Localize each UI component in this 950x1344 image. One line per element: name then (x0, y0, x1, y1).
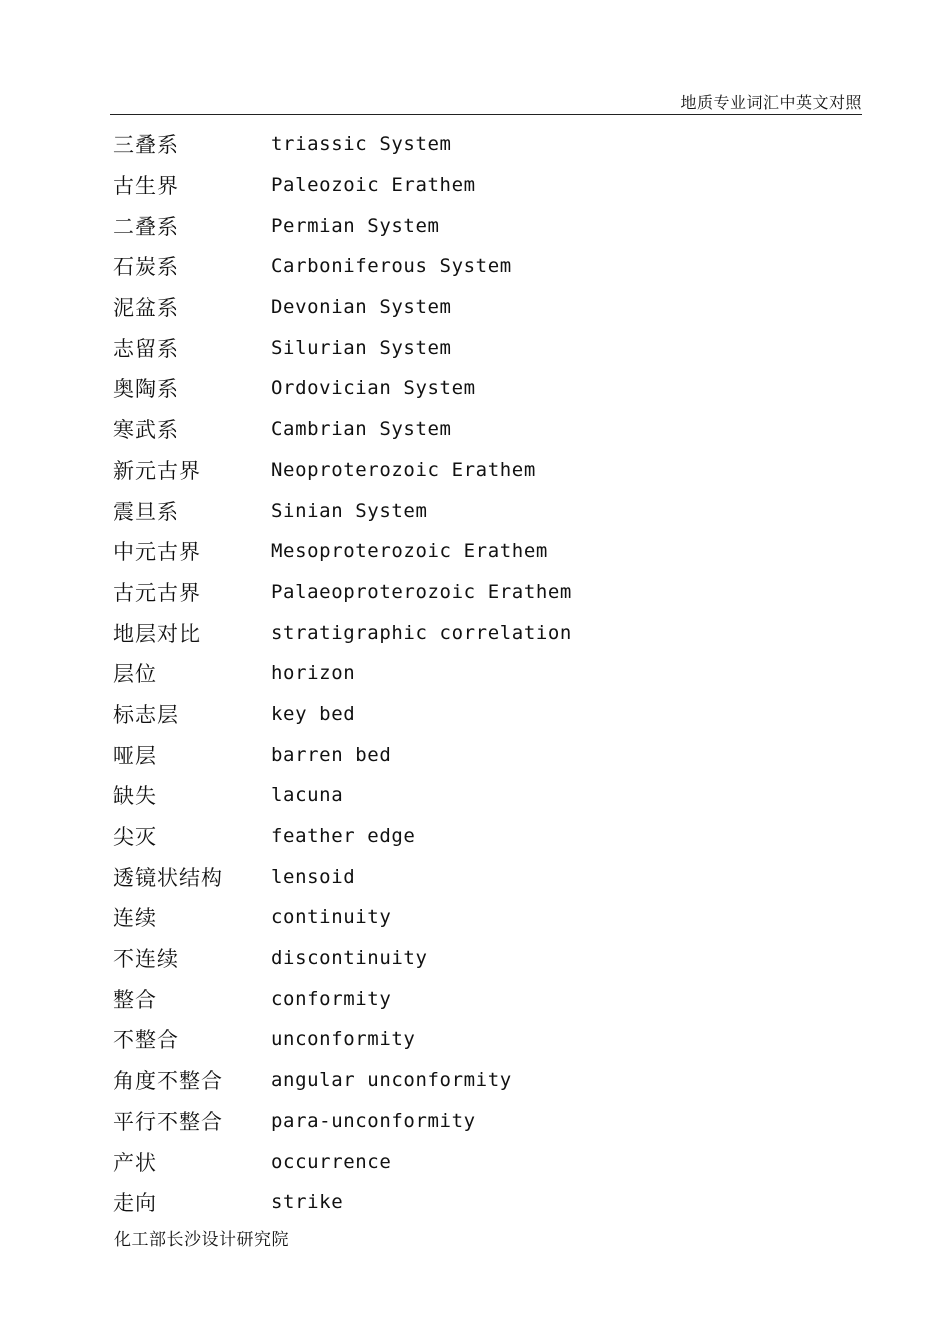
term-chinese: 产状 (113, 1150, 157, 1175)
term-english: Neoproterozoic Erathem (271, 458, 536, 481)
term-english: angular unconformity (271, 1069, 512, 1092)
term-chinese: 古生界 (113, 174, 179, 199)
glossary-row (113, 775, 853, 816)
term-chinese: 整合 (113, 987, 157, 1012)
glossary-row (113, 1141, 853, 1182)
term-chinese: 奥陶系 (113, 377, 179, 402)
term-chinese: 平行不整合 (113, 1109, 223, 1134)
term-chinese: 缺失 (113, 784, 157, 809)
term-english: conformity (271, 987, 392, 1010)
term-chinese: 走向 (113, 1191, 157, 1216)
glossary-row (113, 409, 853, 450)
term-english: unconformity (271, 1028, 416, 1051)
glossary-row (113, 327, 853, 368)
term-english: Silurian System (271, 336, 452, 359)
glossary-row (113, 165, 853, 206)
glossary-row (113, 816, 853, 857)
glossary-row (113, 490, 853, 531)
term-english: discontinuity (271, 947, 428, 970)
header-title: 地质专业词汇中英文对照 (680, 93, 862, 112)
term-chinese: 角度不整合 (113, 1069, 223, 1094)
term-chinese: 志留系 (113, 336, 179, 361)
glossary-list (113, 124, 853, 1223)
glossary-row (113, 612, 853, 653)
term-english: occurrence (271, 1150, 392, 1173)
term-english: Sinian System (271, 499, 428, 522)
term-english: barren bed (271, 743, 392, 766)
glossary-row (113, 368, 853, 409)
term-chinese: 石炭系 (113, 255, 179, 280)
term-chinese: 哑层 (113, 743, 157, 768)
term-english: Devonian System (271, 296, 452, 319)
glossary-row (113, 531, 853, 572)
term-english: strike (271, 1191, 344, 1214)
glossary-row (113, 653, 853, 694)
glossary-row (113, 205, 853, 246)
page-header (110, 88, 862, 115)
term-english: triassic System (271, 133, 452, 156)
glossary-row (113, 1101, 853, 1142)
glossary-row (113, 246, 853, 287)
term-english: feather edge (271, 825, 416, 848)
term-english: Ordovician System (271, 377, 476, 400)
term-english: Palaeoproterozoic Erathem (271, 580, 572, 603)
term-english: stratigraphic correlation (271, 621, 572, 644)
term-chinese: 层位 (113, 662, 157, 687)
term-chinese: 尖灭 (113, 825, 157, 850)
term-chinese: 不连续 (113, 947, 179, 972)
term-english: lensoid (271, 865, 356, 888)
glossary-row (113, 856, 853, 897)
term-chinese: 震旦系 (113, 499, 179, 524)
term-chinese: 连续 (113, 906, 157, 931)
term-english: lacuna (271, 784, 344, 807)
glossary-row (113, 1019, 853, 1060)
glossary-row (113, 694, 853, 735)
term-chinese: 寒武系 (113, 418, 179, 443)
term-english: Cambrian System (271, 418, 452, 441)
term-chinese: 透镜状结构 (113, 865, 223, 890)
term-chinese: 不整合 (113, 1028, 179, 1053)
term-chinese: 泥盆系 (113, 296, 179, 321)
term-chinese: 二叠系 (113, 214, 179, 239)
term-chinese: 古元古界 (113, 580, 201, 605)
glossary-row (113, 978, 853, 1019)
term-chinese: 地层对比 (113, 621, 201, 646)
glossary-row (113, 734, 853, 775)
term-chinese: 中元古界 (113, 540, 201, 565)
glossary-row (113, 287, 853, 328)
term-english: Paleozoic Erathem (271, 174, 476, 197)
glossary-row (113, 938, 853, 979)
term-chinese: 新元古界 (113, 458, 201, 483)
term-english: para-unconformity (271, 1109, 476, 1132)
term-english: continuity (271, 906, 392, 929)
term-english: key bed (271, 702, 356, 725)
glossary-row (113, 897, 853, 938)
term-chinese: 三叠系 (113, 133, 179, 158)
page-footer: 化工部长沙设计研究院 (114, 1230, 289, 1250)
term-chinese: 标志层 (113, 702, 179, 727)
glossary-row (113, 124, 853, 165)
glossary-row (113, 1182, 853, 1223)
term-english: Mesoproterozoic Erathem (271, 540, 548, 563)
term-english: Permian System (271, 214, 440, 237)
glossary-row (113, 1060, 853, 1101)
term-english: Carboniferous System (271, 255, 512, 278)
term-english: horizon (271, 662, 356, 685)
glossary-row (113, 450, 853, 491)
glossary-row (113, 572, 853, 613)
